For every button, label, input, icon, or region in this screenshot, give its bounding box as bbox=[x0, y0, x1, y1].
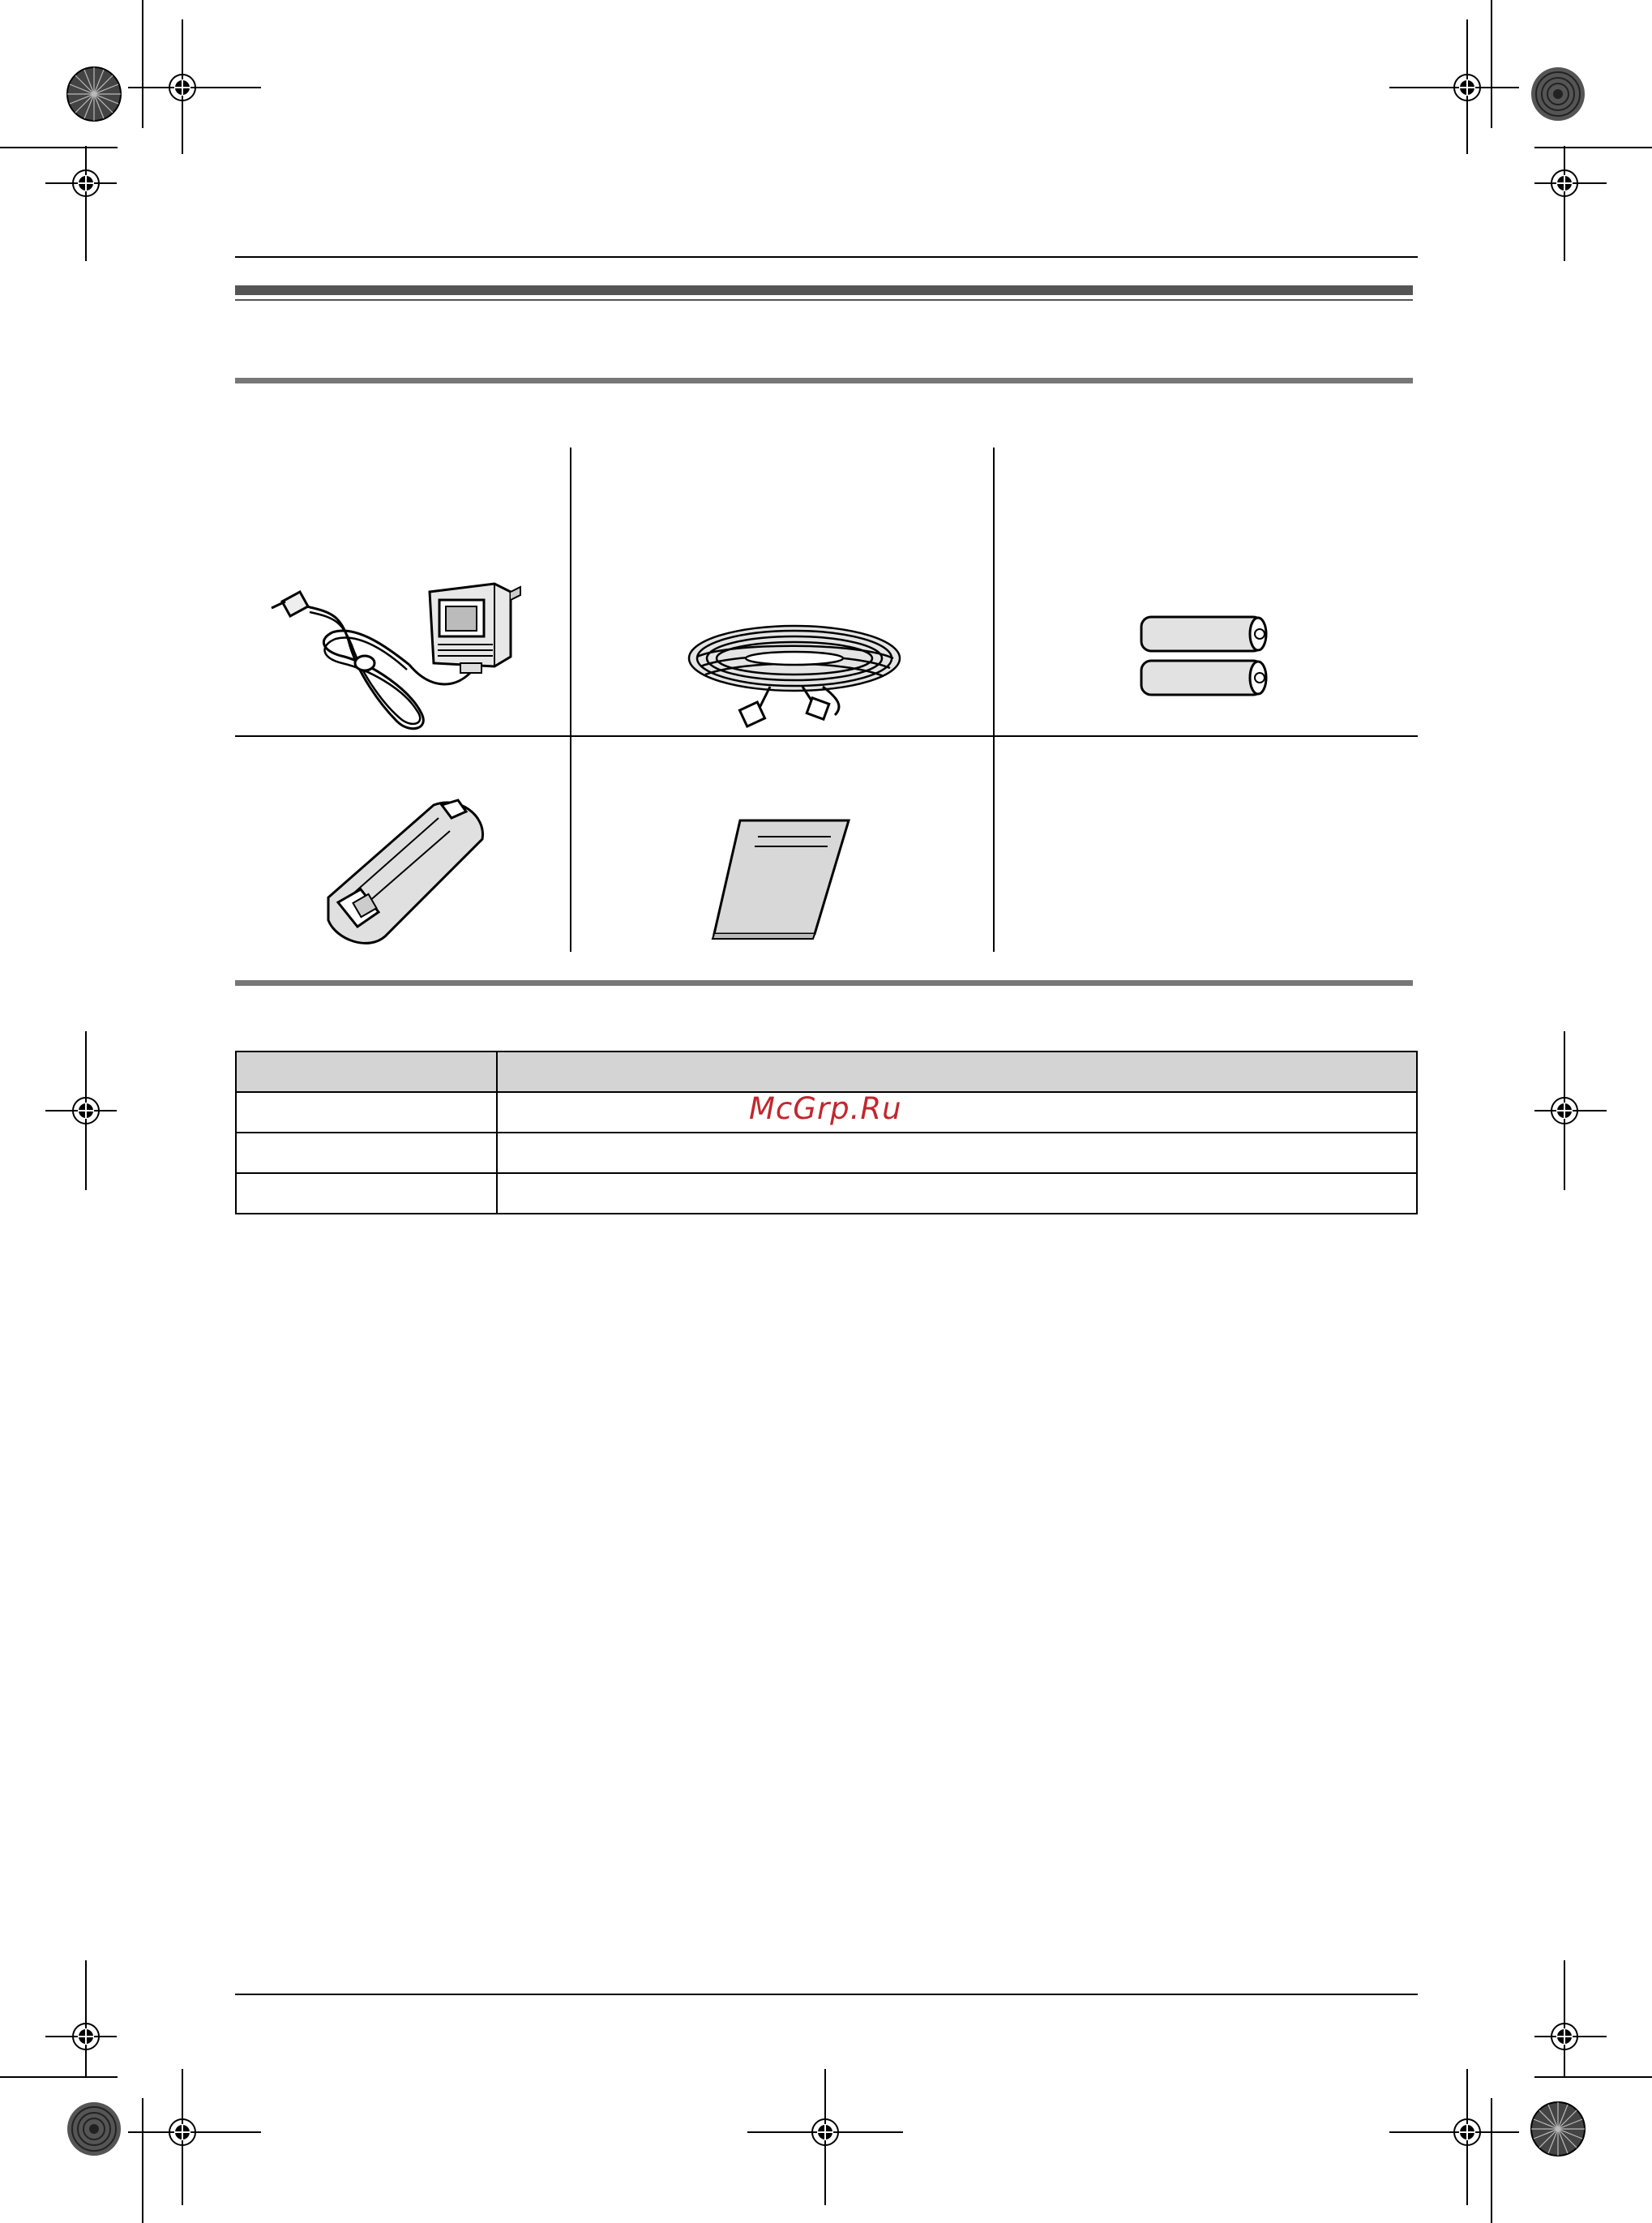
table-cell bbox=[236, 1133, 497, 1173]
ac-adaptor-icon bbox=[267, 568, 527, 738]
section-title-bar bbox=[235, 285, 1413, 295]
table-header-row bbox=[236, 1052, 1417, 1092]
grid-vline-2 bbox=[993, 448, 995, 952]
specification-table bbox=[235, 1051, 1418, 1214]
table-cell bbox=[497, 1092, 1417, 1133]
rechargeable-batteries-icon bbox=[1135, 612, 1277, 701]
table-row bbox=[236, 1173, 1417, 1214]
section-title-bar-thin bbox=[235, 299, 1413, 301]
table-row bbox=[236, 1133, 1417, 1173]
subsection-rule bbox=[235, 378, 1413, 383]
table-cell bbox=[236, 1092, 497, 1133]
watermark-text: McGrp.Ru bbox=[749, 1091, 902, 1126]
header-top-rule bbox=[235, 256, 1418, 258]
instruction-booklet-icon bbox=[709, 812, 855, 942]
handset-cover-icon bbox=[320, 799, 494, 949]
telephone-line-cord-icon bbox=[681, 610, 908, 731]
accessories-bottom-rule bbox=[235, 980, 1413, 986]
footer-rule bbox=[235, 1994, 1418, 1995]
grid-vline-1 bbox=[570, 448, 571, 952]
table-header-cell bbox=[236, 1052, 497, 1092]
table-cell bbox=[497, 1133, 1417, 1173]
table-cell bbox=[236, 1173, 497, 1214]
table-header-cell bbox=[497, 1052, 1417, 1092]
table-cell bbox=[497, 1173, 1417, 1214]
